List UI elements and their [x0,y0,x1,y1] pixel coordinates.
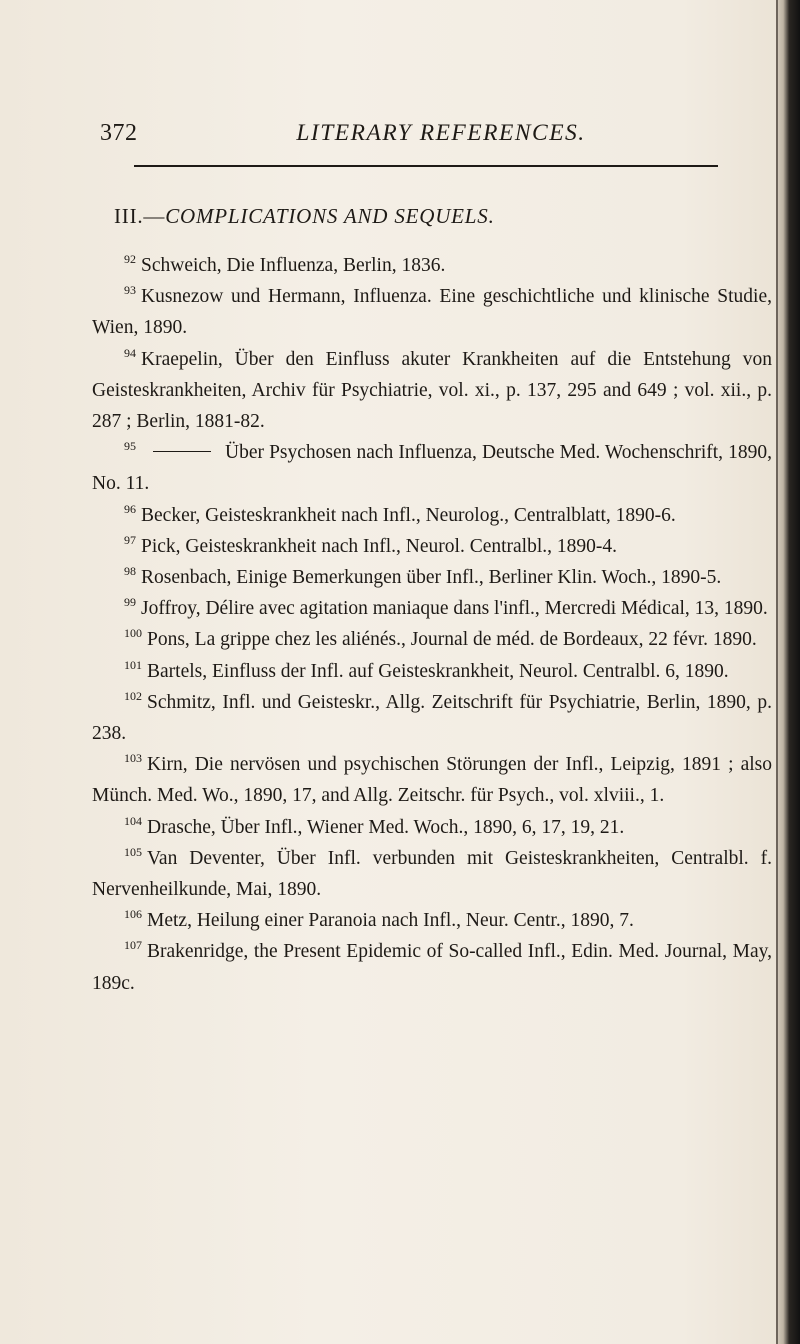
reference-text: Kirn, Die nervösen und psychischen Störungen der Infl., Leipzig, 1891 ; also Münch. Med. Wo., 1890, 17, and Allg. Zeitschr. für Psych., vol. xlviii., 1. [92,754,772,807]
ditto-dash [153,451,211,452]
reference-entry [92,905,772,936]
reference-text: Drasche, Über Infl., Wiener Med. Woch., 1890, 6, 17, 19, 21. [147,816,625,838]
reference-text: Bartels, Einfluss der Infl. auf Geisteskrankheit, Neurol. Centralbl. 6, 1890. [147,660,729,682]
reference-text: Brakenridge, the Present Epidemic of So-called Infl., Edin. Med. Journal, May, 189c. [92,941,772,994]
reference-entry [92,500,772,531]
reference-text: Kusnezow und Hermann, Influenza. Eine geschichtliche und klinische Studie, Wien, 1890. [92,286,772,339]
reference-number: 104 [124,813,142,828]
running-title: LITERARY REFERENCES. [296,120,586,146]
reference-text: Becker, Geisteskrankheit nach Infl., Neurolog., Centralblatt, 1890-6. [141,504,676,526]
reference-entry [92,656,772,687]
reference-number: 106 [124,907,142,922]
reference-number: 92 [124,252,136,266]
reference-number: 93 [124,283,136,298]
reference-number: 95 [124,439,136,454]
reference-number: 105 [124,844,142,859]
binding-line [776,0,778,1344]
binding-edge [776,0,800,1344]
reference-entry [92,562,772,593]
reference-entry [92,250,772,281]
reference-entry [92,624,772,655]
reference-text: Joffroy, Délire avec agitation maniaque dans l'infl., Mercredi Médical, 13, 1890. [141,598,768,620]
section-heading: COMPLICATIONS AND SEQUELS. [165,204,495,228]
reference-entry [92,936,772,998]
section-numeral: III.— [114,204,166,228]
reference-text: Kraepelin, Über den Einfluss akuter Krankheiten auf die Entstehung von Geisteskrankheiten, Archiv für Psychiatrie, vol. xi., p. 137, 295 and 649 ; vol. xii., p. 287 ; Berlin, 1881-82. [92,348,772,433]
reference-number: 103 [124,751,142,766]
reference-text: Schmitz, Infl. und Geisteskr., Allg. Zeitschrift für Psychiatrie, Berlin, 1890, p. 238. [92,691,772,745]
reference-entry [92,687,772,749]
reference-entry [92,437,772,499]
header-rule [134,165,718,167]
reference-text: Metz, Heilung einer Paranoia nach Infl., Neur. Centr., 1890, 7. [147,910,634,932]
reference-text: Über Psychosen nach Influenza, Deutsche Med. Wochenschrift, 1890, No. 11. [92,442,772,495]
reference-entry [92,593,772,624]
reference-number: 102 [124,688,142,703]
reference-text: Pons, La grippe chez les aliénés., Journal de méd. de Bordeaux, 22 févr. 1890. [147,629,757,651]
reference-number: 94 [124,345,136,360]
reference-entry [92,344,772,438]
reference-entry [92,531,772,562]
page-header [100,120,750,150]
reference-number: 101 [124,657,142,672]
page-number: 372 [100,120,138,146]
reference-entry [92,843,772,905]
reference-list [92,250,772,999]
reference-text: Schweich, Die Influenza, Berlin, 1836. [141,255,446,276]
reference-entry [92,749,772,811]
reference-entry [92,812,772,843]
reference-number: 99 [124,595,136,610]
reference-entry [92,281,772,343]
reference-number: 107 [124,938,142,953]
reference-number: 100 [124,626,142,641]
section-title [114,204,714,229]
reference-number: 96 [124,501,136,516]
reference-text: Rosenbach, Einige Bemerkungen über Infl., Berliner Klin. Woch., 1890-5. [141,567,722,589]
reference-number: 97 [124,532,136,547]
reference-number: 98 [124,564,136,579]
reference-text: Van Deventer, Über Infl. verbunden mit Geisteskrankheiten, Centralbl. f. Nervenheilkunde, Mai, 1890. [92,847,772,901]
reference-text: Pick, Geisteskrankheit nach Infl., Neurol. Centralbl., 1890-4. [141,535,618,557]
